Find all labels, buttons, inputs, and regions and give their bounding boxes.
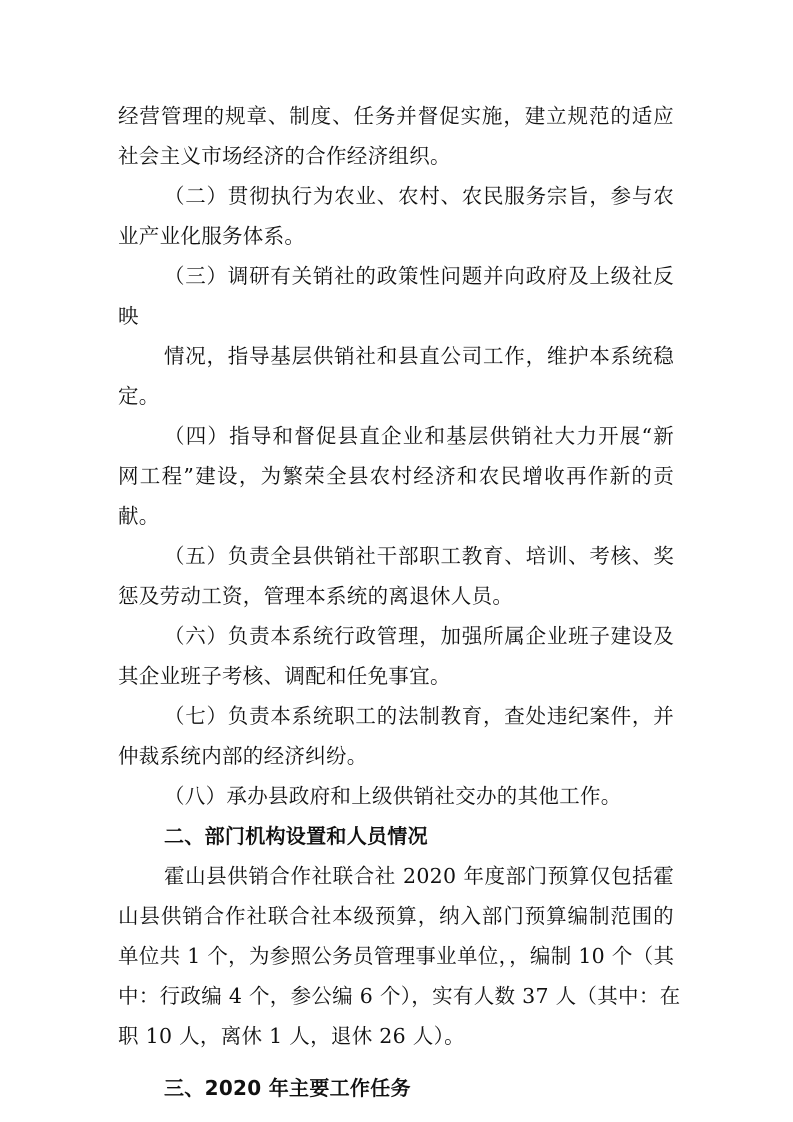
paragraph-line: 惩及劳动工资，管理本系统的离退休人员。 — [118, 584, 514, 608]
paragraph-line: 职 10 人，离休 1 人，退休 26 人）。 — [118, 1024, 465, 1048]
paragraph-line: （八）承办县政府和上级供销社交办的其他工作。 — [164, 784, 622, 808]
section-heading: 三、2020 年主要工作任务 — [164, 1076, 411, 1100]
paragraph-line: （六）负责本系统行政管理，加强所属企业班子建设及 — [164, 624, 674, 648]
section-heading: 二、部门机构设置和人员情况 — [164, 824, 428, 848]
paragraph-line: （五）负责全县供销社干部职工教育、培训、考核、奖 — [164, 544, 674, 568]
paragraph-line: （七）负责本系统职工的法制教育，查处违纪案件，并 — [164, 704, 674, 728]
paragraph-line: 山县供销合作社联合社本级预算，纳入部门预算编制范围的 — [118, 904, 674, 928]
paragraph-line: 业产业化服务体系。 — [118, 224, 306, 248]
paragraph-line: 定。 — [118, 384, 160, 408]
paragraph-line: 情况，指导基层供销社和县直公司工作，维护本系统稳 — [164, 344, 674, 368]
paragraph-line: （二）贯彻执行为农业、农村、农民服务宗旨，参与农 — [164, 184, 674, 208]
paragraph-line: 映 — [118, 304, 139, 328]
paragraph-line: 仲裁系统内部的经济纠纷。 — [118, 744, 368, 768]
paragraph-line: （三）调研有关销社的政策性问题并向政府及上级社反 — [164, 264, 674, 288]
paragraph-line: 社会主义市场经济的合作经济组织。 — [118, 144, 451, 168]
paragraph-line: 单位共 1 个，为参照公务员管理事业单位，，编制 10 个（其 — [118, 944, 675, 968]
paragraph-line: 网工程”建设，为繁荣全县农村经济和农民增收再作新的贡 — [118, 464, 674, 488]
paragraph-line: （四）指导和督促县直企业和基层供销社大力开展“新 — [164, 424, 674, 448]
paragraph-line: 霍山县供销合作社联合社 2020 年度部门预算仅包括霍 — [164, 864, 674, 888]
paragraph-line: 其企业班子考核、调配和任免事宜。 — [118, 664, 451, 688]
paragraph-line: 中：行政编 4 个，参公编 6 个），实有人数 37 人（其中：在 — [118, 984, 681, 1008]
paragraph-line: 经营管理的规章、制度、任务并督促实施，建立规范的适应 — [118, 104, 674, 128]
paragraph-line: 献。 — [118, 504, 160, 528]
